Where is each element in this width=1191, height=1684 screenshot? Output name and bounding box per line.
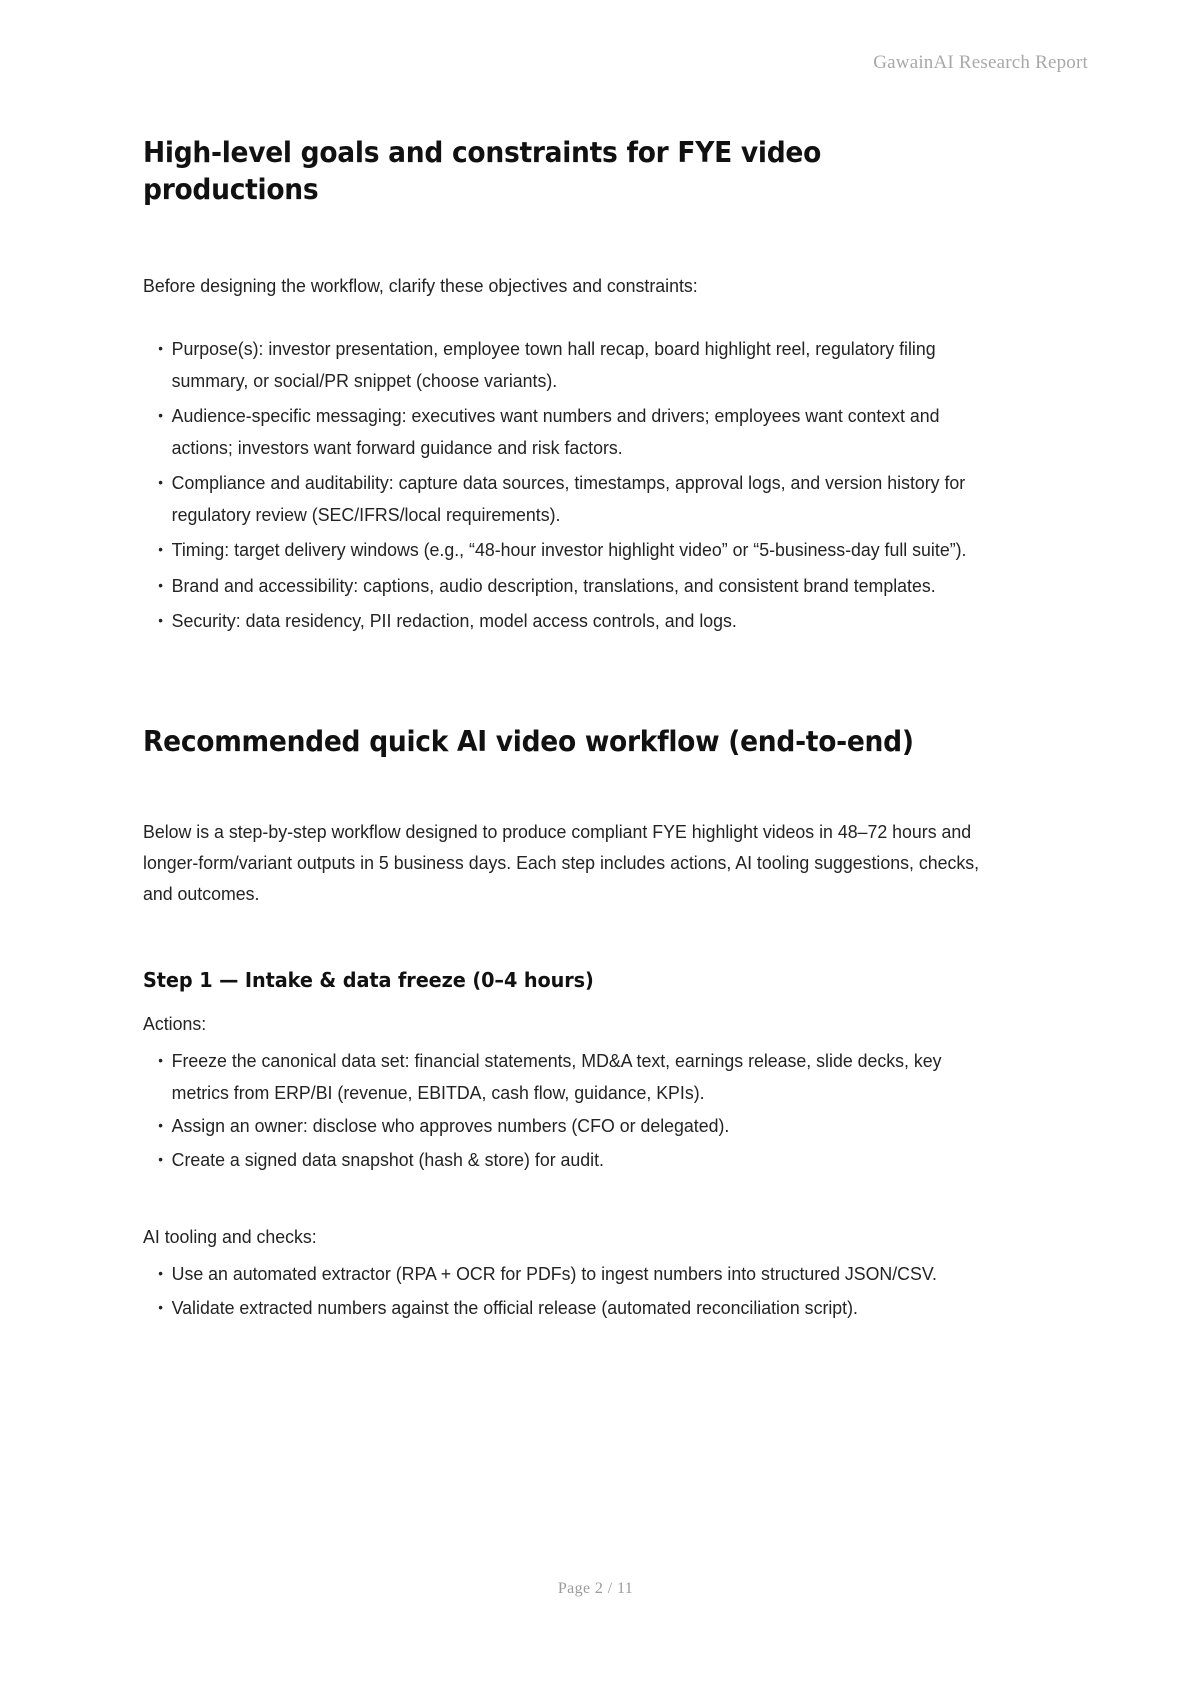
goals-bullet-list: [143, 333, 986, 637]
page-footer: Page 2 / 11: [557, 1580, 634, 1597]
actions-label: Actions:: [143, 1013, 207, 1035]
running-header: GawainAI Research Report: [873, 52, 1088, 73]
step-1-heading: Step 1 — Intake & data freeze (0–4 hours): [143, 967, 594, 992]
section-heading-workflow: Recommended quick AI video workflow (end-to-end): [143, 724, 914, 758]
list-item: • Compliance and auditability: capture data sources, timestamps, approval logs, and version history for regulatory review (SEC/IFRS/local requirements).: [143, 467, 986, 530]
list-item: • Use an automated extractor (RPA + OCR for PDFs) to ingest numbers into structured JSON/CSV.: [143, 1258, 986, 1290]
list-item: • Purpose(s): investor presentation, employee town hall recap, board highlight reel, regulatory filing summary, or social/PR snippet (choose variants).: [143, 333, 986, 396]
list-item: • Brand and accessibility: captions, audio description, translations, and consistent brand templates.: [143, 570, 986, 602]
list-item: • Validate extracted numbers against the official release (automated reconciliation script).: [143, 1292, 986, 1324]
list-item: • Create a signed data snapshot (hash & store) for audit.: [143, 1144, 986, 1176]
list-item: • Security: data residency, PII redaction, model access controls, and logs.: [143, 605, 986, 637]
step-1-actions-list: [143, 1045, 986, 1175]
workflow-intro-paragraph: Below is a step-by-step workflow designed to produce compliant FYE highlight videos in 48–72 hours and longer-form/variant outputs in 5 business days. Each step includes actions, AI tooling suggestions, checks, and outcomes.: [143, 820, 980, 904]
list-item: • Assign an owner: disclose who approves numbers (CFO or delegated).: [143, 1110, 986, 1142]
goals-intro-paragraph: Before designing the workflow, clarify these objectives and constraints:: [143, 275, 698, 297]
ai-tooling-checks-label: AI tooling and checks:: [143, 1226, 317, 1248]
step-1-checks-list: [143, 1258, 986, 1323]
section-heading-goals: High-level goals and constraints for FYE video productions: [143, 136, 822, 207]
list-item: • Audience-specific messaging: executives want numbers and drivers; employees want context and actions; investors want forward guidance and risk factors.: [143, 400, 986, 463]
list-item: • Freeze the canonical data set: financial statements, MD&A text, earnings release, slide decks, key metrics from ERP/BI (revenue, EBITDA, cash flow, guidance, KPIs).: [143, 1045, 986, 1108]
list-item: • Timing: target delivery windows (e.g., “48-hour investor highlight video” or “5-business-day full suite”).: [143, 534, 986, 566]
page-content: [143, 118, 988, 1325]
